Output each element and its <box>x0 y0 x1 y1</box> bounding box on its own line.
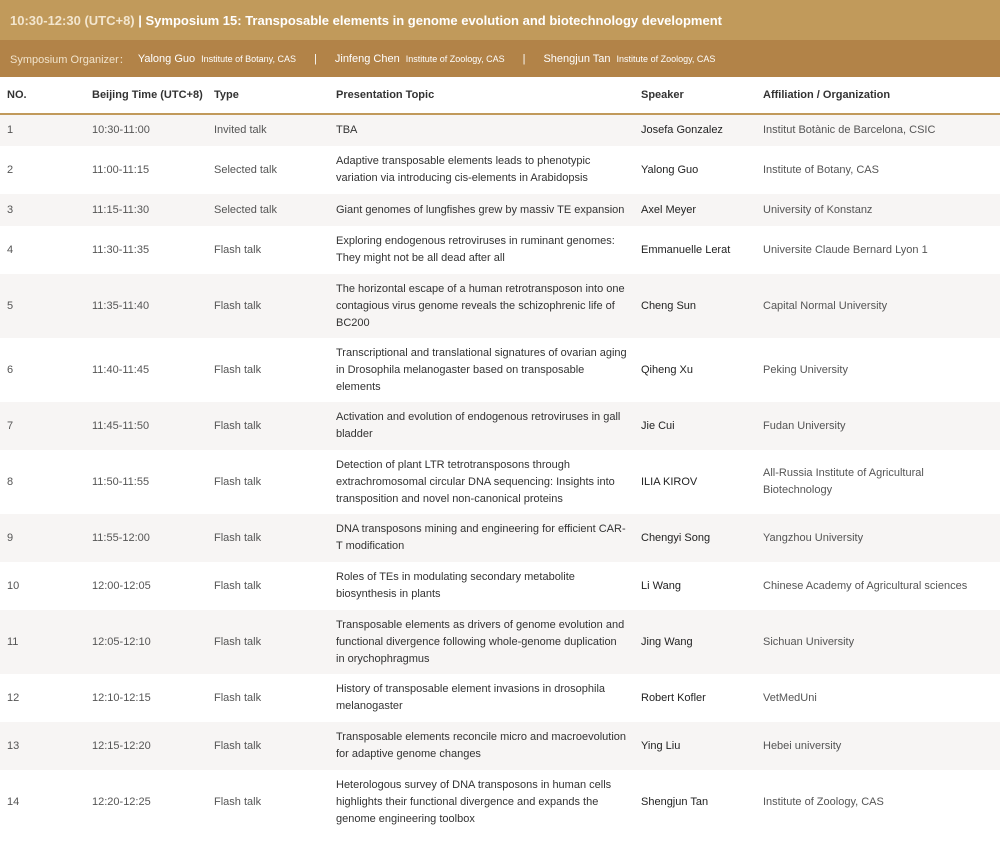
column-header-speaker: Speaker <box>634 77 756 114</box>
row-number: 8 <box>7 475 14 488</box>
organizer-separator: | <box>522 52 526 65</box>
row-affiliation: University of Konstanz <box>763 203 873 216</box>
row-affiliation: Institute of Botany, CAS <box>763 163 879 176</box>
row-speaker: Shengjun Tan <box>641 795 709 808</box>
organizer-name: Shengjun Tan <box>543 52 611 65</box>
row-type: Flash talk <box>214 475 262 488</box>
row-topic: TBA <box>336 124 358 136</box>
row-time: 11:40-11:45 <box>92 363 150 376</box>
table-row <box>0 274 1000 338</box>
row-number: 6 <box>7 363 14 376</box>
row-number: 9 <box>7 531 14 544</box>
row-type: Flash talk <box>214 243 262 256</box>
row-type: Flash talk <box>214 795 262 808</box>
row-time: 11:55-12:00 <box>92 531 150 544</box>
row-time: 12:20-12:25 <box>92 795 151 808</box>
row-affiliation: Capital Normal University <box>763 299 888 312</box>
row-speaker: Robert Kofler <box>641 691 706 704</box>
row-number: 5 <box>7 299 14 312</box>
row-speaker: ILIA KIROV <box>641 475 698 488</box>
row-time: 11:30-11:35 <box>92 243 150 256</box>
table-row <box>0 402 1000 450</box>
row-topic: DNA transposons mining and engineering for efficient CAR-T modification <box>336 523 626 552</box>
row-time: 11:50-11:55 <box>92 475 150 488</box>
row-number: 13 <box>7 739 20 752</box>
row-affiliation: Institut Botànic de Barcelona, CSIC <box>763 124 936 136</box>
row-time: 11:35-11:40 <box>92 299 150 312</box>
row-type: Flash talk <box>214 579 262 592</box>
row-type: Invited talk <box>214 124 267 136</box>
organizer-institute: Institute of Zoology, CAS <box>405 53 505 64</box>
table-row <box>0 338 1000 402</box>
symposium-title: Symposium 15: Transposable elements in genome evolution and biotechnology development <box>145 12 722 28</box>
row-speaker: Ying Liu <box>641 739 681 752</box>
row-type: Flash talk <box>214 739 262 752</box>
row-affiliation: All-Russia Institute of Agricultural Biotechnology <box>763 467 924 496</box>
organizer-bar <box>0 40 1000 77</box>
row-type: Flash talk <box>214 419 262 432</box>
row-speaker: Axel Meyer <box>641 203 697 216</box>
row-topic: History of transposable element invasions in drosophila melanogaster <box>336 683 606 712</box>
row-topic: Transcriptional and translational signatures of ovarian aging in Drosophila melanogaster based on transposable elements <box>336 346 627 393</box>
symposium-title-bar <box>0 0 1000 40</box>
row-type: Flash talk <box>214 363 262 376</box>
row-speaker: Jing Wang <box>641 635 693 648</box>
table-row <box>0 226 1000 274</box>
row-topic: The horizontal escape of a human retrotransposon into one contagious virus genome reveals the schizophrenic life of BC200 <box>336 282 625 329</box>
row-topic: Exploring endogenous retroviruses in ruminant genomes: They might not be all dead after all <box>336 235 615 264</box>
row-speaker: Josefa Gonzalez <box>641 124 723 136</box>
organizer-separator: | <box>314 52 317 65</box>
schedule-body <box>0 114 1000 834</box>
row-number: 12 <box>7 691 20 704</box>
row-speaker: Emmanuelle Lerat <box>641 243 731 256</box>
row-topic: Giant genomes of lungfishes grew by massiv TE expansion <box>336 203 625 216</box>
row-affiliation: Chinese Academy of Agricultural sciences <box>763 579 968 592</box>
organizer-name: Jinfeng Chen <box>334 52 400 65</box>
row-type: Flash talk <box>214 299 262 312</box>
row-type: Flash talk <box>214 691 262 704</box>
title-separator: | <box>134 12 146 28</box>
row-time: 11:15-11:30 <box>92 203 150 216</box>
row-type: Selected talk <box>214 163 277 176</box>
table-row <box>0 562 1000 610</box>
organizer-label: Symposium Organizer： <box>10 53 130 66</box>
row-affiliation: Yangzhou University <box>763 531 864 544</box>
row-time: 12:10-12:15 <box>92 691 151 704</box>
table-row <box>0 674 1000 722</box>
row-time: 12:05-12:10 <box>92 635 151 648</box>
row-time: 11:00-11:15 <box>92 163 150 176</box>
column-header-affiliation: Affiliation / Organization <box>756 77 1000 114</box>
row-time: 11:45-11:50 <box>92 419 150 432</box>
row-topic: Transposable elements as drivers of genome evolution and functional divergence following whole-genome duplication in orychophragmus <box>336 618 625 665</box>
table-row <box>0 722 1000 770</box>
row-affiliation: Institute of Zoology, CAS <box>763 795 884 808</box>
row-affiliation: Peking University <box>763 363 848 376</box>
row-number: 2 <box>7 163 14 176</box>
row-number: 7 <box>7 419 14 432</box>
row-type: Selected talk <box>214 203 277 216</box>
row-speaker: Li Wang <box>641 579 681 592</box>
row-affiliation: Fudan University <box>763 419 846 432</box>
row-affiliation: VetMedUni <box>763 691 817 704</box>
table-row <box>0 770 1000 834</box>
row-affiliation: Sichuan University <box>763 635 855 648</box>
schedule-table <box>0 77 1000 834</box>
session-time: 10:30-12:30 (UTC+8) <box>10 12 135 28</box>
row-number: 10 <box>7 579 20 592</box>
table-row <box>0 514 1000 562</box>
organizer-institute: Institute of Botany, CAS <box>201 53 297 64</box>
organizer-name: Yalong Guo <box>137 52 196 65</box>
row-speaker: Cheng Sun <box>641 299 697 312</box>
row-time: 12:15-12:20 <box>92 739 151 752</box>
row-topic: Adaptive transposable elements leads to phenotypic variation via introducing cis-elements in Arabidopsis <box>336 155 591 184</box>
row-topic: Roles of TEs in modulating secondary metabolite biosynthesis in plants <box>336 571 575 600</box>
row-time: 12:00-12:05 <box>92 579 151 592</box>
row-affiliation: Hebei university <box>763 739 842 752</box>
row-speaker: Jie Cui <box>641 419 675 432</box>
row-speaker: Yalong Guo <box>641 163 699 176</box>
table-row <box>0 114 1000 146</box>
table-row <box>0 610 1000 674</box>
row-number: 11 <box>7 635 19 648</box>
column-header-time: Beijing Time (UTC+8) <box>85 77 207 114</box>
column-header-no: NO. <box>0 77 85 114</box>
table-header-row <box>0 77 1000 114</box>
organizer-institute: Institute of Zoology, CAS <box>616 53 716 64</box>
row-time: 10:30-11:00 <box>92 124 150 136</box>
row-topic: Transposable elements reconcile micro and macroevolution for adaptive genome changes <box>336 731 627 760</box>
row-number: 4 <box>7 243 14 256</box>
table-row <box>0 194 1000 226</box>
row-affiliation: Universite Claude Bernard Lyon 1 <box>763 243 928 256</box>
row-topic: Heterologous survey of DNA transposons in human cells highlights their functional divergence and expands the genome engineering toolbox <box>336 778 612 825</box>
row-number: 3 <box>7 203 14 216</box>
row-type: Flash talk <box>214 531 262 544</box>
column-header-topic: Presentation Topic <box>329 77 634 114</box>
row-number: 1 <box>7 124 14 136</box>
table-row <box>0 450 1000 514</box>
row-topic: Activation and evolution of endogenous retroviruses in gall bladder <box>336 411 621 440</box>
table-row <box>0 146 1000 194</box>
row-number: 14 <box>7 795 20 808</box>
row-type: Flash talk <box>214 635 262 648</box>
column-header-type: Type <box>207 77 329 114</box>
row-topic: Detection of plant LTR tetrotransposons through extrachromosomal circular DNA sequencing: Insights into transposition and novel non-canonical proteins <box>336 458 615 505</box>
row-speaker: Qiheng Xu <box>641 363 693 376</box>
row-speaker: Chengyi Song <box>641 531 711 544</box>
